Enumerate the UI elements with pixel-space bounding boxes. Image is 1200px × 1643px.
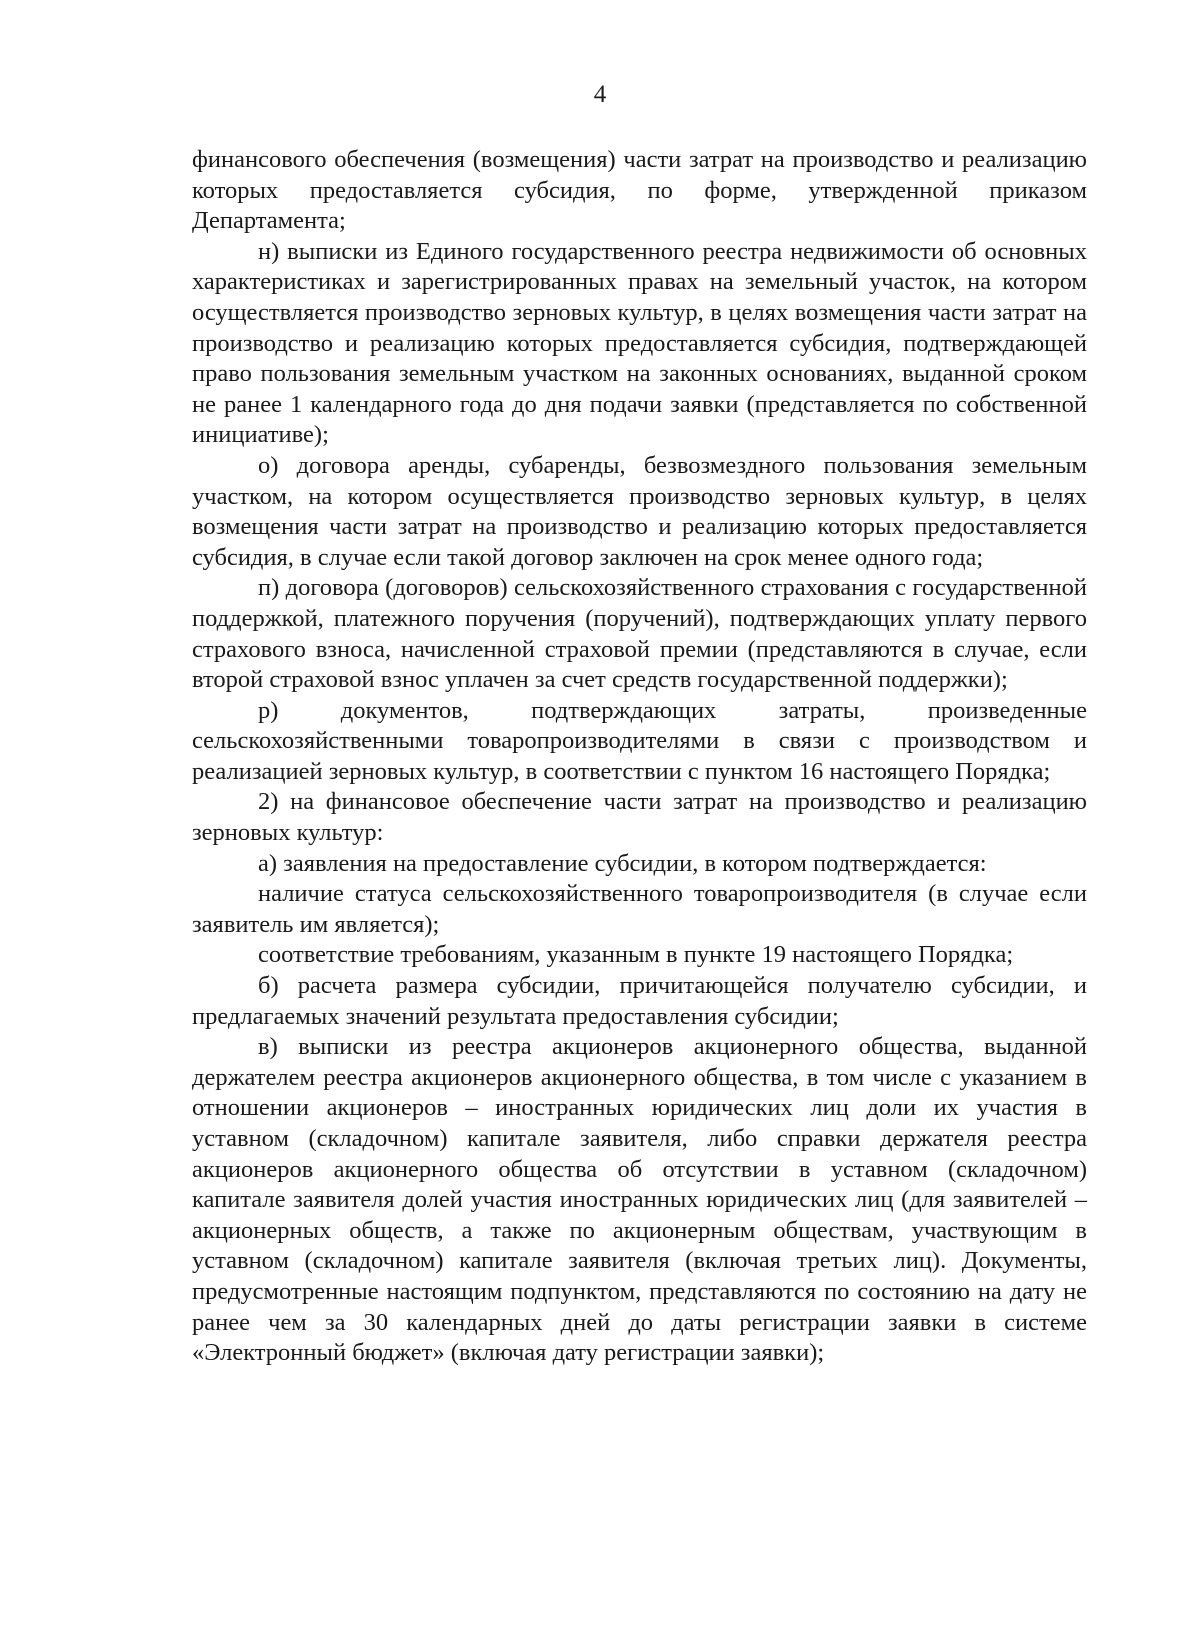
paragraph-section-2: 2) на финансовое обеспечение части затрат на производство и реализацию зерновых культур: — [192, 788, 1087, 847]
document-body — [192, 145, 1087, 1369]
paragraph-item-r: р) документов, подтверждающих затраты, произведенные сельскохозяйственными товаропроизводителями в связи с производством и реализацией зерновых культур, в соответствии с пунктом 16 настоящего Порядка; — [192, 696, 1087, 785]
paragraph-item-a: а) заявления на предоставление субсидии, в котором подтверждается: — [258, 849, 987, 877]
paragraph-requirements-clause: соответствие требованиям, указанным в пункте 19 настоящего Порядка; — [258, 941, 1014, 969]
paragraph-item-v: в) выписки из реестра акционеров акционерного общества, выданной держателем реестра акционеров акционерного общества, в том числе с указанием в отношении акционеров – иностранных юридических лиц доли их участия в уставном (складочном) капитале заявителя, либо справки держателя реестра акционеров акционерного общества об отсутствии в уставном (складочном) капитале заявителя долей участия иностранных юридических лиц (для заявителей – акционерных обществ, а также по акционерным обществам, участвующим в уставном (складочном) капитале заявителя (включая третьих лиц). Документы, предусмотренные настоящим подпунктом, представляются по состоянию на дату не ранее чем за 30 календарных дней до даты регистрации заявки в системе «Электронный бюджет» (включая дату регистрации заявки); — [192, 1033, 1087, 1367]
paragraph-status-clause: наличие статуса сельскохозяйственного товаропроизводителя (в случае если заявитель им является); — [192, 880, 1087, 938]
paragraph-continuation: финансового обеспечения (возмещения) части затрат на производство и реализацию которых предоставляется субсидия, по форме, утвержденной приказом Департамента; — [192, 146, 1087, 235]
paragraph-item-o: о) договора аренды, субаренды, безвозмездного пользования земельным участком, на котором осуществляется производство зерновых культур, в целях возмещения части затрат на производство и реализацию которых предоставляется субсидия, в случае если такой договор заключен на срок менее одного года; — [192, 451, 1087, 571]
paragraph-item-b: б) расчета размера субсидии, причитающейся получателю субсидии, и предлагаемых значений результата предоставления субсидии; — [192, 972, 1087, 1030]
paragraph-item-p: п) договора (договоров) сельскохозяйственного страхования с государственной поддержкой, платежного поручения (поручений), подтверждающих уплату первого страхового взноса, начисленной страховой премии (представляются в случае, если второй страховой взнос уплачен за счет средств государственной поддержки); — [192, 574, 1087, 694]
paragraph-item-n: н) выписки из Единого государственного реестра недвижимости об основных характеристиках и зарегистрированных правах на земельный участок, на котором осуществляется производство зерновых культур, в целях возмещения части затрат на производство и реализацию которых предоставляется субсидия, подтверждающей право пользования земельным участком на законных основаниях, выданной сроком не ранее 1 календарного года до дня подачи заявки (представляется по собственной инициативе); — [192, 237, 1087, 449]
page-number: 4 — [593, 81, 607, 108]
